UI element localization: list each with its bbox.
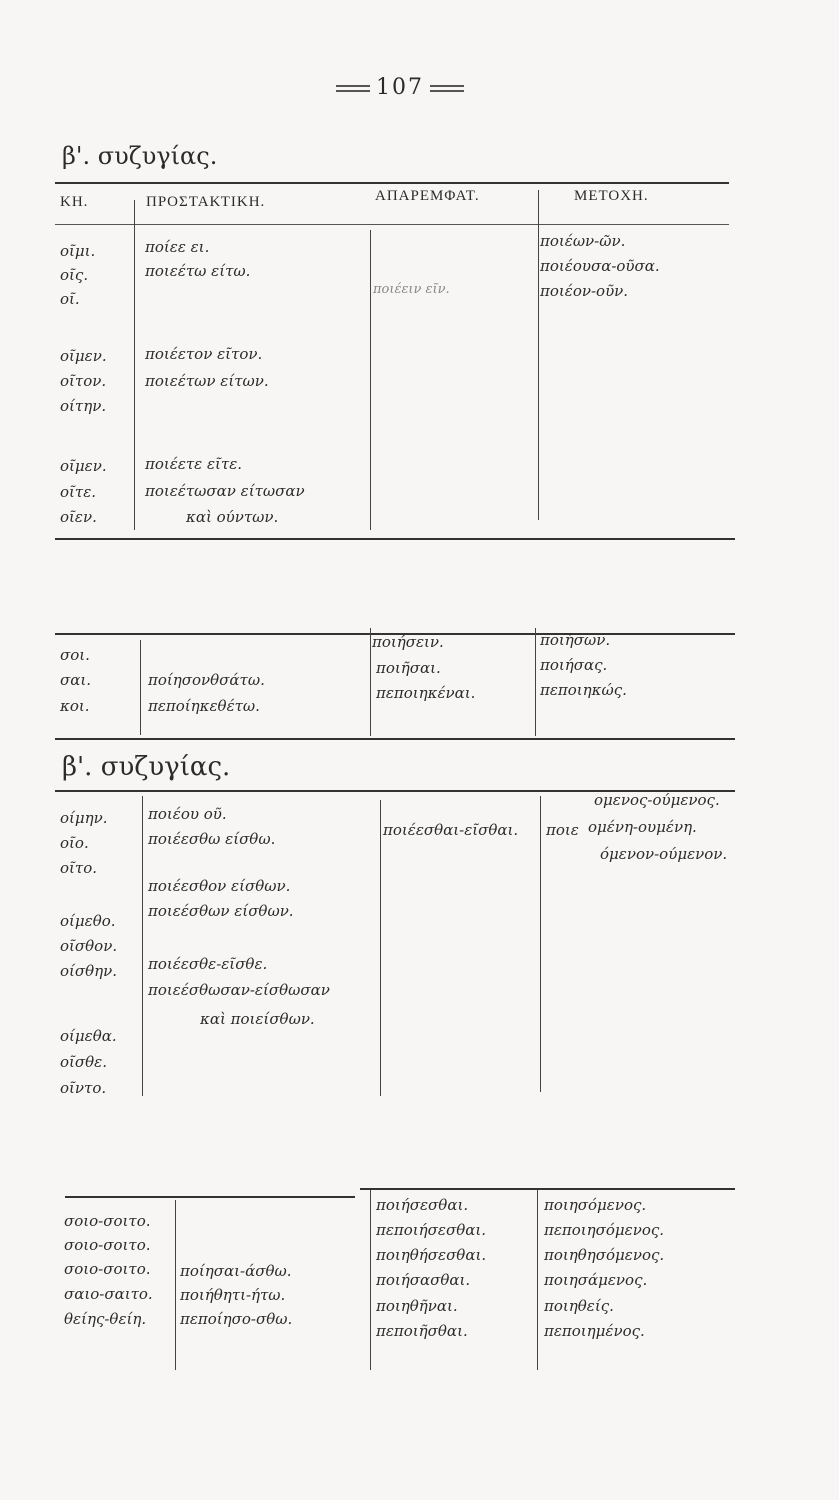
ending-cell: οίτην. [60,397,107,415]
header-infinitive: ΑΠΑΡΕΜΦΑΤ. [375,188,480,204]
ending-cell: σοιο-σοιτο. [64,1212,151,1230]
column-divider [175,1200,176,1370]
infinitive-cell: ποιέειν εῖν. [373,282,450,297]
column-divider [134,200,135,530]
imperative-cell: ποιεέσθων είσθων. [148,902,294,920]
section-title: β'. συζυγίας. [62,752,231,782]
ending-cell: οῖσθε. [60,1053,107,1071]
page-number: 107 [330,75,470,100]
imperative-cell: ποιεέτωσαν είτωσαν [145,482,305,500]
infinitive-cell: ποιηθῆναι. [376,1297,458,1315]
section-title: β'. συζυγίας. [62,142,218,170]
column-divider [535,628,536,736]
header-imperative: ΠΡΟΣΤΑΚΤΙΚΗ. [146,194,266,210]
participle-cell: όμενον-ούμενον. [600,845,728,863]
ending-cell: οίμεθα. [60,1027,117,1045]
table-top-rule [360,1188,735,1190]
imperative-cell: πεποίησο-σθω. [180,1310,293,1328]
ending-cell: οῖτον. [60,372,107,390]
imperative-cell: ποιέεσθω είσθω. [148,830,276,848]
infinitive-cell: ποιήσεσθαι. [376,1196,469,1214]
participle-cell: ομενος-ούμενος. [594,791,720,809]
ending-cell: σοι. [60,646,90,664]
participle-cell: ποιέον-οῦν. [540,282,629,300]
imperative-cell: ποιεέτων είτων. [145,372,269,390]
participle-cell: ποιηθησόμενος. [544,1246,665,1264]
imperative-cell: καὶ ποιείσθων. [200,1010,315,1028]
participle-cell: ποιησόμενος. [544,1196,647,1214]
imperative-cell: ποιήθητι-ήτω. [180,1286,286,1304]
column-divider [540,796,541,1092]
imperative-cell: ποίησονθσάτω. [148,671,265,689]
participle-cell: πεποιησόμενος. [544,1221,665,1239]
participle-cell: ποιήσων. [540,631,611,649]
infinitive-cell: ποιέεσθαι-εῖσθαι. [383,821,519,839]
ending-cell: κοι. [60,697,90,715]
participle-cell: πεποιηκώς. [540,681,627,699]
column-divider [370,230,371,530]
infinitive-cell: πεποιηκέναι. [376,684,476,702]
ending-cell: οῖμεν. [60,457,107,475]
imperative-cell: ποιέεσθον είσθων. [148,877,291,895]
participle-stem: ποιε [546,821,579,839]
participle-cell: πεποιημένος. [544,1322,645,1340]
ending-cell: σαι. [60,671,92,689]
table-top-rule [65,1196,355,1198]
column-divider [142,796,143,1096]
column-divider [140,640,141,735]
ending-cell: οῖ. [60,290,80,308]
participle-cell: ποιήσας. [540,656,608,674]
infinitive-cell: πεποιήσεσθαι. [376,1221,487,1239]
ending-cell: οῖσθον. [60,937,118,955]
ending-cell: οίμην. [60,809,108,827]
column-divider [370,1190,371,1370]
table-bottom-rule [55,538,735,540]
imperative-cell: ποιέου οῦ. [148,805,227,823]
ending-cell: οίμεθο. [60,912,116,930]
table-top-rule [55,182,729,184]
imperative-cell: ποίεε ει. [145,238,210,256]
infinitive-cell: ποιηθήσεσθαι. [376,1246,487,1264]
column-divider [380,800,381,1096]
participle-cell: ποιηθείς. [544,1297,614,1315]
infinitive-cell: ποιῆσαι. [376,659,441,677]
ending-cell: θείης-θείη. [64,1310,147,1328]
ending-cell: οῖεν. [60,508,97,526]
column-divider [537,1190,538,1370]
infinitive-cell: ποιήσασθαι. [376,1271,471,1289]
participle-cell: ποιέουσα-οῦσα. [540,257,660,275]
imperative-cell: ποιέετε εῖτε. [145,455,243,473]
ending-cell: οῖο. [60,834,89,852]
ending-cell: σοιο-σοιτο. [64,1260,151,1278]
ending-cell: οῖντο. [60,1079,107,1097]
header-endings: ΚΗ. [60,194,89,210]
infinitive-cell: ποιήσειν. [372,633,444,651]
ending-cell: οίσθην. [60,962,118,980]
imperative-cell: καὶ ούντων. [186,508,279,526]
ending-cell: σαιο-σαιτο. [64,1285,153,1303]
ending-cell: οῖτε. [60,483,97,501]
imperative-cell: ποιέετον εῖτον. [145,345,263,363]
participle-cell: ποιέων-ῶν. [540,232,626,250]
header-participle: ΜΕΤΟΧΗ. [574,188,649,204]
ornament-right [430,85,464,92]
table-bottom-rule [55,738,735,740]
infinitive-cell: πεποιῆσθαι. [376,1322,468,1340]
imperative-cell: πεποίηκεθέτω. [148,697,260,715]
ending-cell: σοιο-σοιτο. [64,1236,151,1254]
ending-cell: οῖμεν. [60,347,107,365]
ornament-left [336,85,370,92]
imperative-cell: ποίησαι-άσθω. [180,1262,292,1280]
participle-cell: ομένη-ουμένη. [588,818,697,836]
imperative-cell: ποιεέτω είτω. [145,262,251,280]
ending-cell: οῖς. [60,266,89,284]
column-divider [370,628,371,736]
ending-cell: οῖμι. [60,242,96,260]
column-divider [538,190,539,520]
participle-cell: ποιησάμενος. [544,1271,648,1289]
header-rule [55,224,729,225]
ending-cell: οῖτο. [60,859,98,877]
imperative-cell: ποιεέσθωσαν-είσθωσαν [148,981,330,999]
imperative-cell: ποιέεσθε-εῖσθε. [148,955,268,973]
